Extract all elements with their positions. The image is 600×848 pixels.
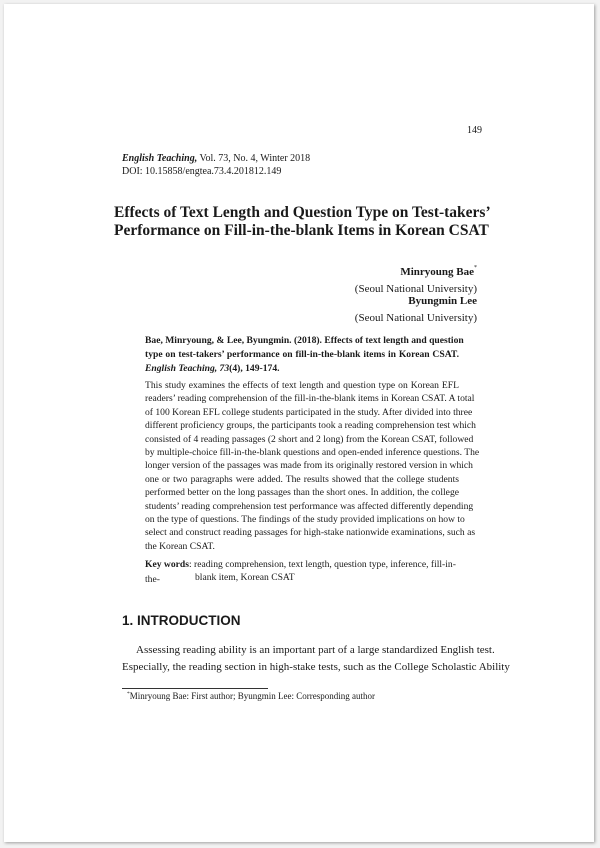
citation-pages: (4), 149-174. [229,363,280,375]
footnote-text: Minryoung Bae: First author; Byungmin Lee: Corresponding author [129,691,375,701]
author-2-name: Byungmin Lee [408,295,477,307]
abstract-line: of 100 Korean EFL college students participated in the study. After divided into three [145,406,473,418]
intro-line-1: Assessing reading ability is an important part of a large standardized English test. [136,644,495,656]
keywords [145,557,465,587]
journal-page [4,4,594,842]
citation-line-1: Bae, Minryoung, & Lee, Byungmin. (2018). Effects of text length and question [145,335,464,346]
author-2-affiliation: (Seoul National University) [354,312,477,324]
author-1-name: Minryoung Bae [400,266,474,278]
citation-line-2: type on test-takers’ performance on fill-in-the-blank items in Korean CSAT. [145,349,459,361]
abstract-line: students’ reading comprehension test performance was affected differently depending [145,500,474,512]
keywords-line-2: blank item, Korean CSAT [195,572,295,583]
page-number: 149 [467,125,482,136]
abstract-line: on the type of questions. The findings of the study provided implications on how to [145,514,465,526]
abstract-line: different proficiency groups, the participants took a reading comprehension test which [145,420,476,432]
keywords-label: Key words [145,559,189,570]
author-1-marker: * [474,265,477,271]
abstract-line: the Korean CSAT. [145,540,215,552]
doi: DOI: 10.15858/engtea.73.4.201812.149 [122,166,282,177]
abstract-line: This study examines the effects of text length and question type on Korean EFL [145,380,459,391]
abstract-line: select and construct reading passages for high-stake nationwide examinations, such as [145,527,476,539]
section-heading: 1. INTRODUCTION [122,613,241,628]
intro-paragraph [122,642,510,676]
author-1 [400,265,477,278]
keywords-line-1: : reading comprehension, text length, question type, inference, fill-in-the- [145,559,456,585]
footnote-divider [122,688,268,689]
abstract-line: readers’ reading comprehension of the fill-in-the-blank items in Korean CSAT. A total [145,393,475,405]
journal-info [122,153,310,164]
journal-volume: Vol. 73, No. 4, Winter 2018 [197,153,311,164]
abstract-line: by multiple-choice fill-in-the-blank questions and open-ended inference questions. The [145,447,480,459]
abstract-line: one or two paragraphs were added. The results showed that the college students [145,473,459,485]
citation-line-3 [145,362,459,376]
abstract-line: longer version of the passages was made from its originally restored version in which [145,460,473,472]
article-title [114,204,491,240]
footnote-marker: * [127,691,130,697]
footnote [127,691,375,701]
abstract [145,379,480,553]
journal-name: English Teaching, [122,153,198,164]
title-line-1: Effects of Text Length and Question Type on Test-takers’ [114,204,491,221]
author-1-affiliation: (Seoul National University) [354,283,477,295]
intro-line-2: Especially, the reading section in high-stake tests, such as the College Scholastic Ability [122,661,510,673]
title-line-2: Performance on Fill-in-the-blank Items in Korean CSAT [114,222,489,239]
citation [145,334,464,377]
citation-journal: English Teaching, 73 [145,363,230,375]
abstract-line: performed better on the long passages than the short ones. In addition, the college [145,487,459,499]
abstract-line: consisted of 4 reading passages (2 short and 2 long) from the Korean CSAT, followed [145,433,474,445]
